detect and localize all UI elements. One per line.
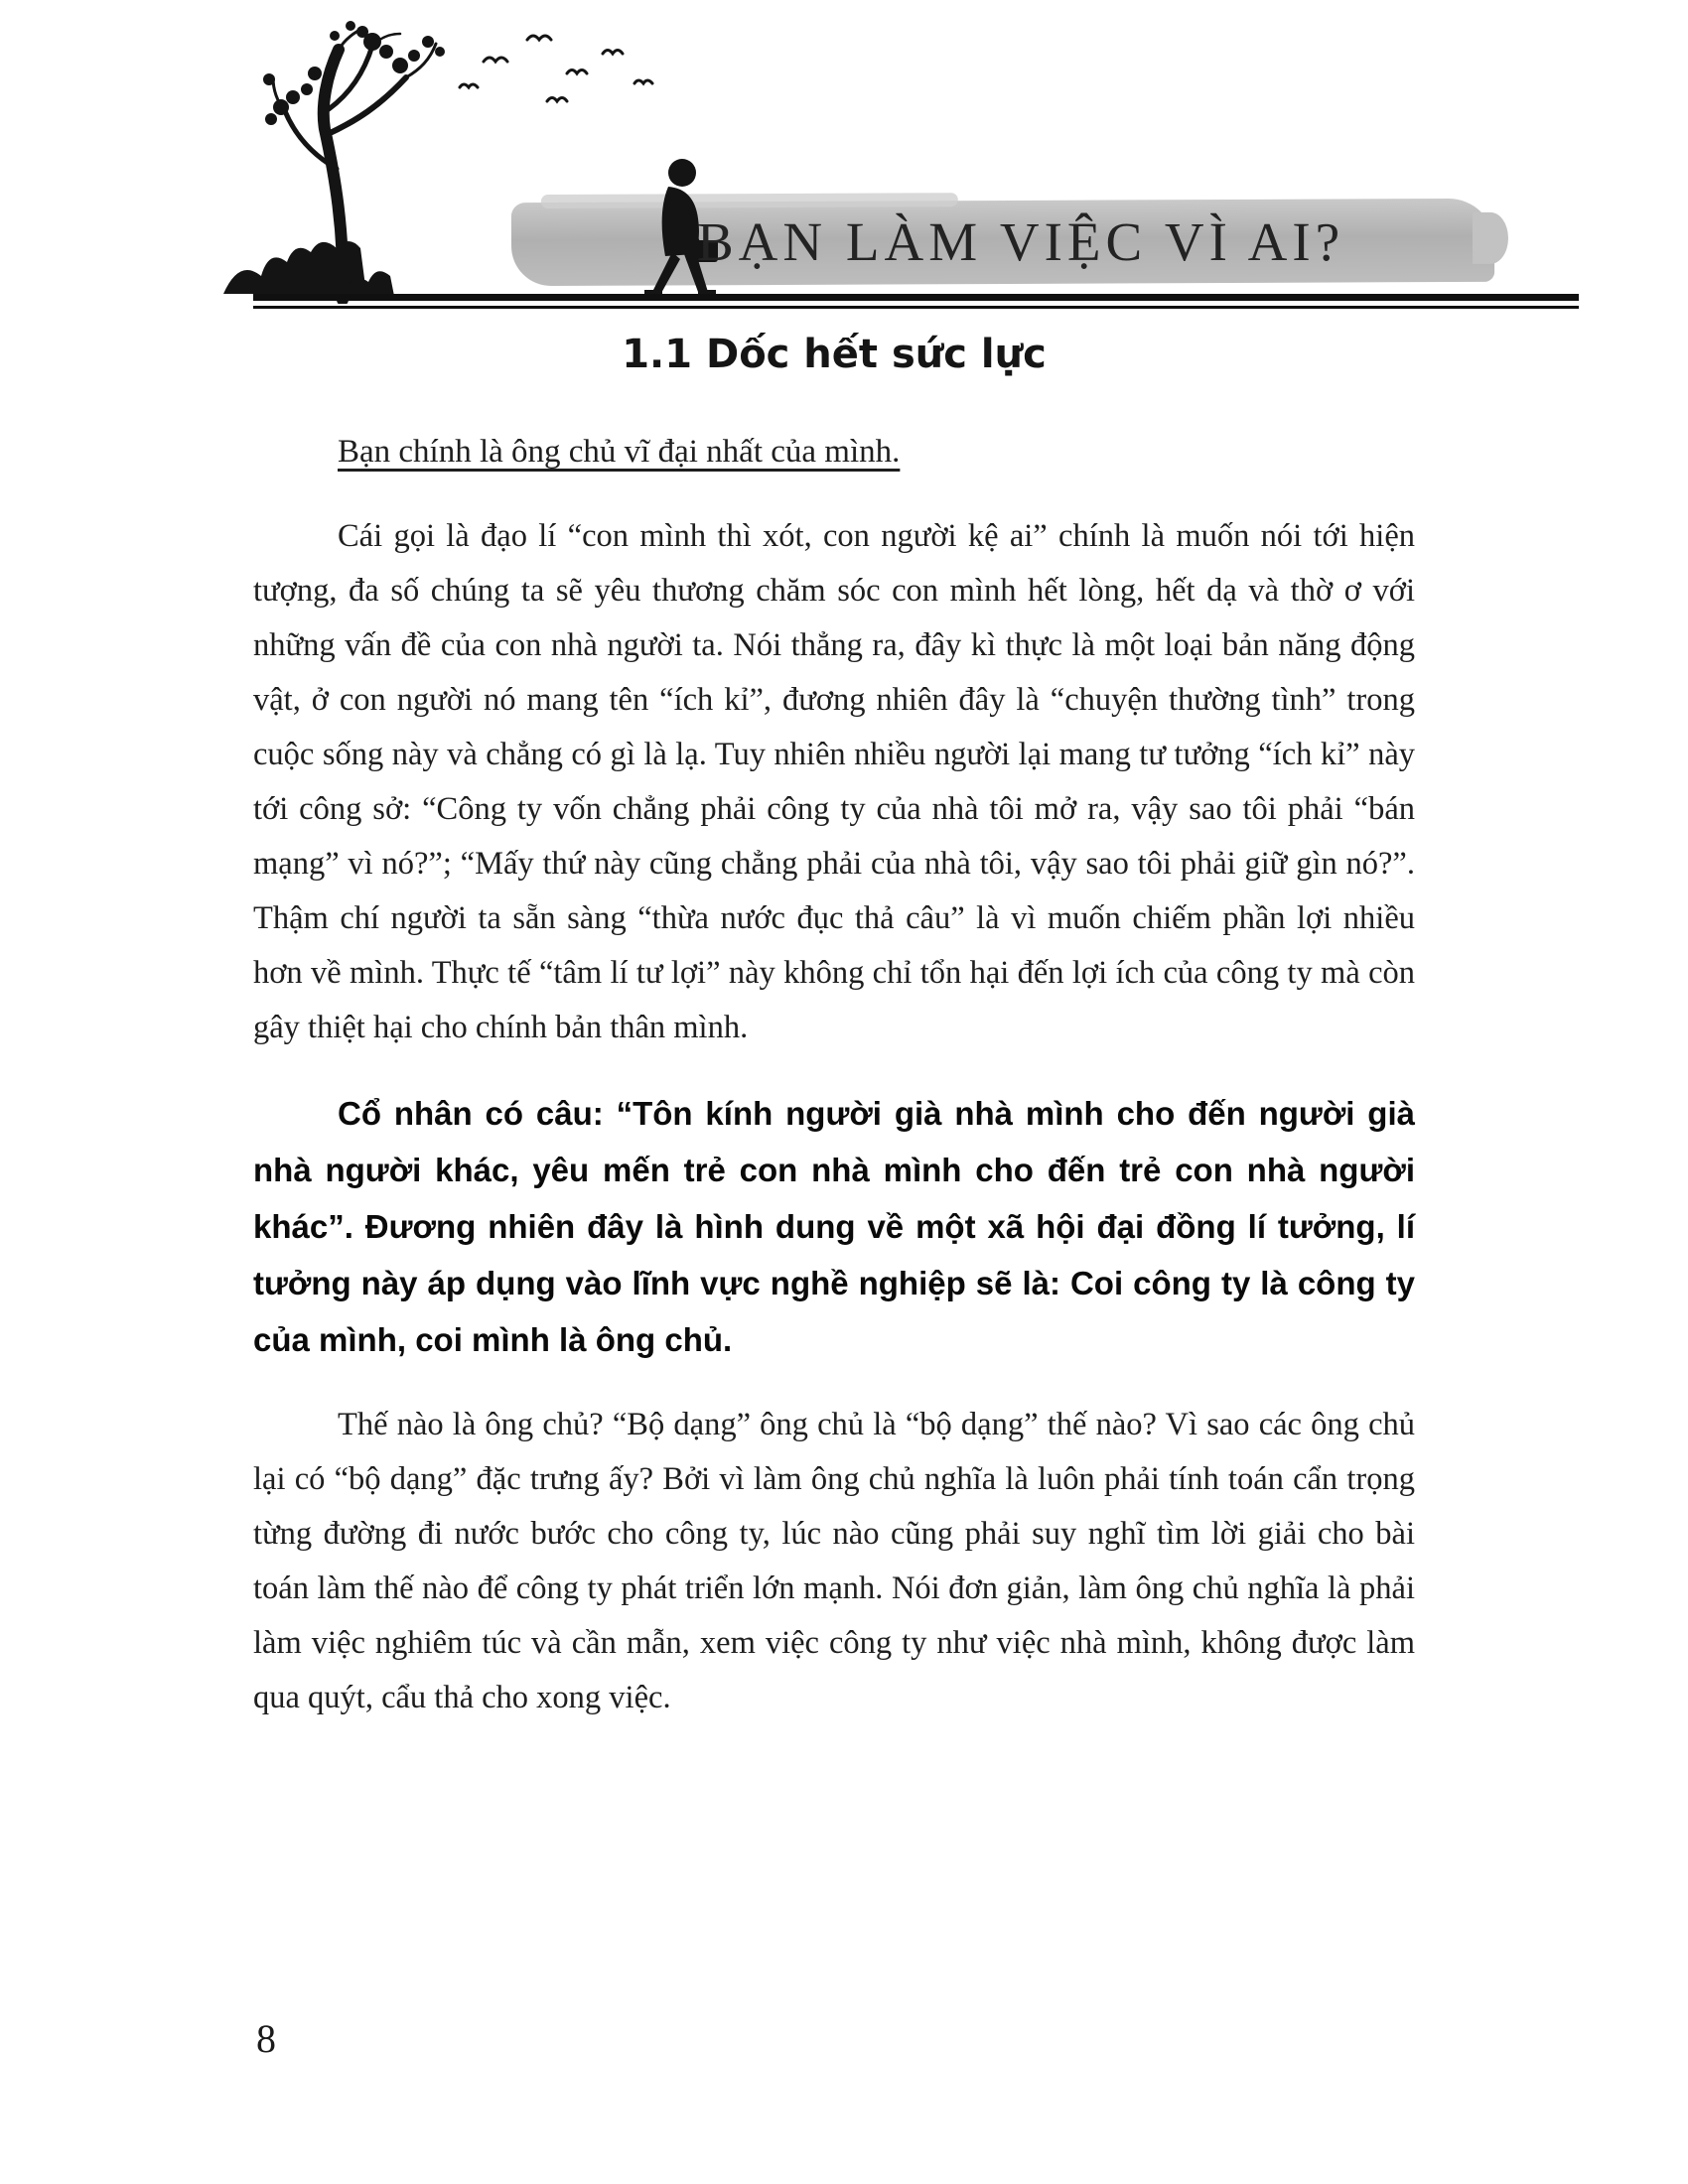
- bushes-icon: [223, 241, 394, 296]
- section-title: 1.1 Dốc hết sức lực: [622, 332, 1047, 377]
- flying-birds-icon: [460, 36, 652, 101]
- tree-foliage-icon: [263, 21, 445, 125]
- page-content: [253, 332, 1415, 1725]
- page-header: [0, 0, 1688, 310]
- divider-thick-line: [253, 294, 1579, 301]
- paragraph: Thế nào là ông chủ? “Bộ dạng” ông chủ là “bộ dạng” thế nào? Vì sao các ông chủ lại có “bộ dạng” đặc trưng ấy? Bởi vì làm ông chủ nghĩa là luôn phải tính toán cẩn trọng từng đường đi nước bước cho công ty, lúc nào cũng phải suy nghĩ tìm lời giải cho bài toán làm thế nào để công ty phát triển lớn mạnh. Nói đơn giản, làm ông chủ nghĩa là phải làm việc nghiêm túc và cần mẫn, xem việc công ty như việc nhà mình, không được làm qua quýt, cẩu thả cho xong việc.: [253, 1407, 1415, 1715]
- book-title: BẠN LÀM VIỆC VÌ AI?: [697, 211, 1345, 272]
- header-divider-rule: [253, 294, 1579, 309]
- page-number: 8: [256, 2016, 276, 2061]
- paragraph-bold-quote: Cổ nhân có câu: “Tôn kính người già nhà mình cho đến người già nhà người khác, yêu mến trẻ con nhà mình cho đến trẻ con nhà người khác”. Đương nhiên đây là hình dung về một xã hội đại đồng lí tưởng, lí tưởng này áp dụng vào lĩnh vực nghề nghiệp sẽ là: Coi công ty là công ty của mình, coi mình là ông chủ.: [253, 1095, 1415, 1358]
- divider-thin-line: [253, 306, 1579, 309]
- paragraph: Cái gọi là đạo lí “con mình thì xót, con người kệ ai” chính là muốn nói tới hiện tượng, đa số chúng ta sẽ yêu thương chăm sóc con mình hết lòng, hết dạ và thờ ơ với những vấn đề của con nhà người ta. Nói thẳng ra, đây kì thực là một loại bản năng động vật, ở con người nó mang tên “ích kỉ”, đương nhiên đây là “chuyện thường tình” trong cuộc sống này và chẳng có gì là lạ. Tuy nhiên nhiều người lại mang tư tưởng “ích kỉ” này tới công sở: “Công ty vốn chẳng phải công ty của nhà tôi mở ra, vậy sao tôi phải “bán mạng” vì nó?”; “Mấy thứ này cũng chẳng phải của nhà tôi, vậy sao tôi phải giữ gìn nó?”. Thậm chí người ta sẵn sàng “thừa nước đục thả câu” là vì muốn chiếm phần lợi nhiều hơn về mình. Thực tế “tâm lí tư lợi” này không chỉ tổn hại đến lợi ích của công ty mà còn gây thiệt hại cho chính bản thân mình.: [253, 518, 1415, 1045]
- lead-sentence: [253, 425, 1415, 479]
- lead-sentence-text: Bạn chính là ông chủ vĩ đại nhất của mình.: [338, 434, 901, 470]
